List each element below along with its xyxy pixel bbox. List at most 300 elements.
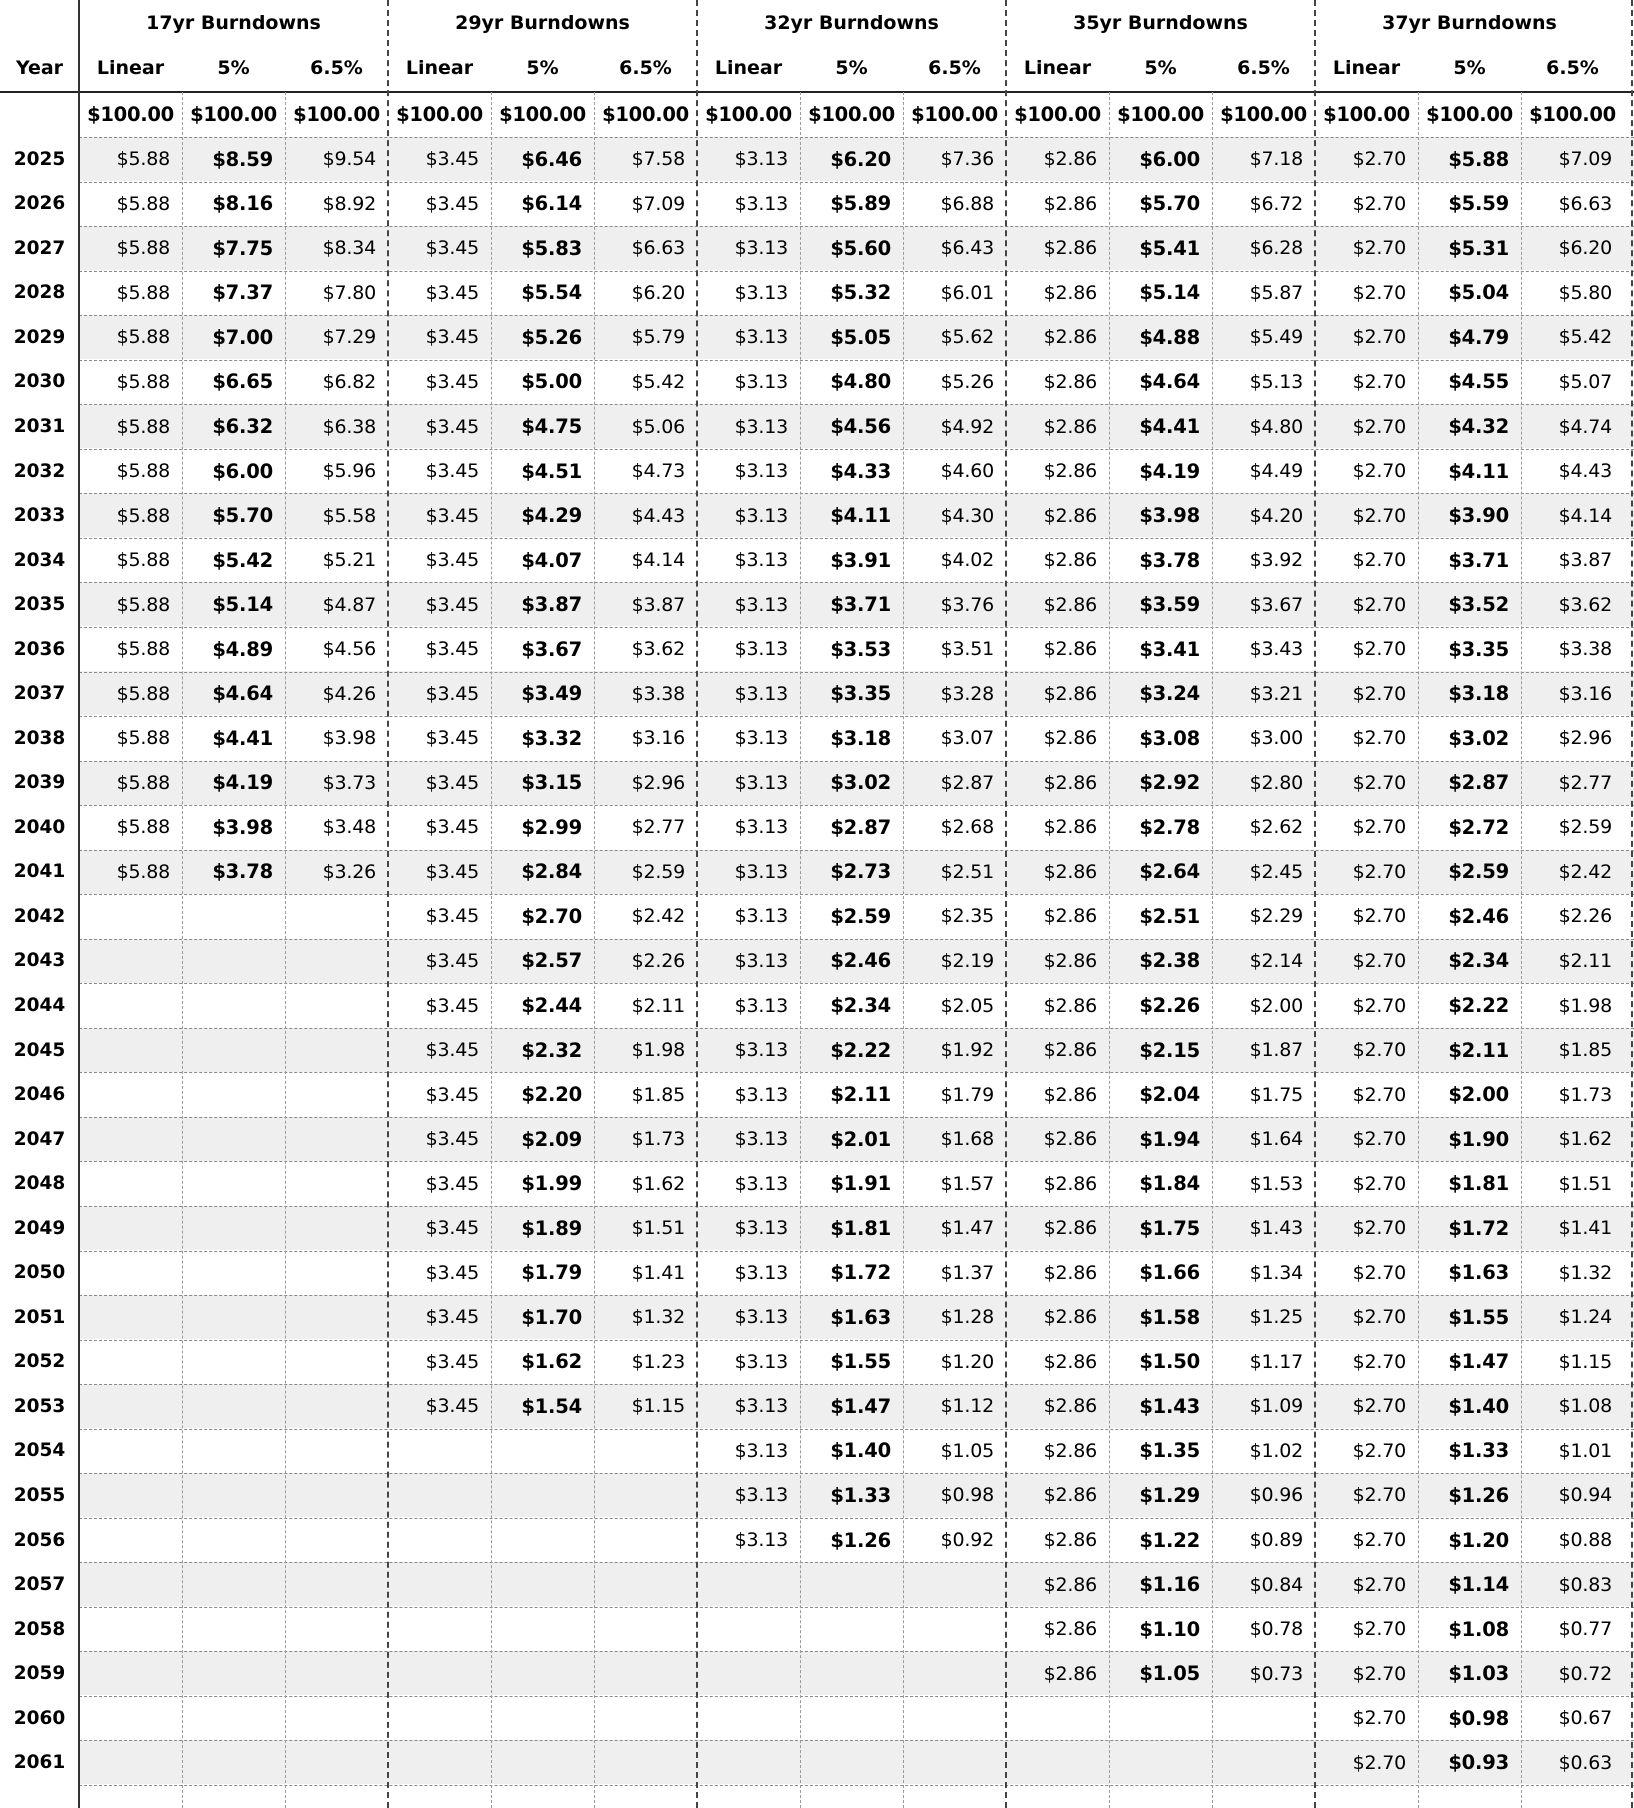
column-divider [285,92,286,1808]
value-cell: $1.99 [521,1172,582,1196]
value-cell: $2.70 [1352,682,1406,705]
value-cell: $2.70 [1352,1618,1406,1641]
value-cell: $0.98 [940,1484,994,1507]
value-cell: $2.86 [1043,727,1097,750]
value-cell: $2.70 [1352,727,1406,750]
row-divider [79,271,1634,272]
value-cell: $5.88 [116,816,170,839]
value-cell [182,1384,285,1429]
value-cell: $3.48 [322,816,376,839]
value-cell: $3.13 [734,504,788,527]
value-cell: $2.70 [1352,1306,1406,1329]
value-cell: $2.05 [940,994,994,1017]
value-cell [285,1117,388,1162]
value-cell: $5.42 [631,370,685,393]
value-cell [182,1607,285,1652]
value-cell: $1.12 [940,1395,994,1418]
value-cell: $1.64 [1249,1128,1303,1151]
value-cell: $2.92 [1139,771,1200,795]
value-cell: $3.13 [734,1439,788,1462]
value-cell: $1.72 [1448,1216,1509,1240]
row-divider [79,805,1634,806]
year-cell: 2046 [13,1084,66,1106]
year-cell: 2060 [13,1707,66,1729]
value-cell [285,1562,388,1607]
value-cell: $0.88 [1558,1529,1612,1551]
value-cell: $1.75 [1249,1083,1303,1106]
initial-value-cell: $100.00 [1117,103,1204,126]
value-cell [903,1562,1006,1607]
value-cell: $2.70 [1352,593,1406,616]
value-cell: $4.43 [631,504,685,527]
value-cell: $1.01 [1558,1439,1612,1462]
value-cell: $3.02 [1448,726,1509,750]
value-cell: $4.07 [521,548,582,572]
value-cell: $3.45 [425,994,479,1017]
initial-value-cell: $100.00 [499,103,586,126]
value-cell: $5.58 [322,504,376,527]
value-cell: $7.75 [212,236,273,260]
row-divider [79,1518,1634,1519]
value-cell [182,983,285,1028]
value-cell: $3.35 [830,682,891,706]
value-cell: $3.35 [1448,637,1509,661]
value-cell: $4.41 [1139,415,1200,438]
value-cell: $1.08 [1558,1395,1612,1418]
value-cell: $6.14 [521,192,582,216]
value-cell: $3.45 [425,1306,479,1329]
column-header: Linear [714,57,783,79]
value-cell: $1.10 [1139,1617,1200,1641]
value-cell: $3.92 [1249,549,1303,572]
value-cell: $1.22 [1139,1528,1200,1552]
value-cell: $1.16 [1139,1573,1200,1597]
value-cell: $1.47 [1448,1350,1509,1374]
value-cell: $3.98 [212,815,273,839]
value-cell: $3.26 [322,860,376,883]
value-cell: $1.73 [631,1128,685,1151]
value-cell: $2.70 [1352,192,1406,215]
value-cell: $5.04 [1448,281,1509,305]
value-cell: $2.70 [1352,1439,1406,1462]
value-cell: $5.26 [521,325,582,349]
value-cell: $5.88 [116,682,170,705]
value-cell: $4.14 [1558,504,1612,527]
row-divider [79,360,1634,361]
value-cell: $2.86 [1043,1261,1097,1284]
value-cell: $7.36 [940,148,994,171]
value-cell [697,1607,800,1652]
value-cell: $5.88 [1448,147,1509,171]
column-divider [1212,92,1213,1808]
row-divider [79,1161,1634,1162]
value-cell [182,939,285,984]
value-cell: $1.63 [830,1305,891,1329]
value-cell: $2.09 [521,1127,582,1151]
value-cell [491,1429,594,1474]
value-cell: $2.86 [1043,1573,1097,1596]
group-header: 32yr Burndowns [764,12,939,34]
value-cell: $4.19 [1139,459,1200,483]
row-divider [79,315,1634,316]
value-cell: $3.13 [734,192,788,215]
value-cell [594,1651,697,1696]
value-cell: $4.19 [212,771,273,795]
value-cell: $1.94 [1139,1127,1200,1151]
column-divider [594,92,595,1808]
column-divider [491,92,492,1808]
value-cell: $3.18 [1448,682,1509,706]
value-cell: $3.45 [425,326,479,349]
value-cell: $1.81 [1448,1172,1509,1196]
row-divider [79,1117,1634,1118]
value-cell: $7.58 [631,148,685,171]
value-cell: $3.45 [425,1128,479,1151]
value-cell: $3.71 [1448,548,1509,572]
value-cell: $3.45 [425,593,479,616]
value-cell [182,1696,285,1741]
value-cell: $2.44 [521,994,582,1018]
year-cell: 2050 [13,1262,66,1284]
value-cell: $4.49 [1249,460,1303,483]
value-cell: $4.75 [521,415,582,438]
value-cell [1109,1696,1212,1741]
value-cell: $0.92 [940,1529,994,1551]
value-cell [285,1696,388,1741]
value-cell [79,1072,182,1117]
value-cell: $3.90 [1448,504,1509,528]
value-cell: $5.80 [1558,281,1612,304]
value-cell: $3.13 [734,415,788,438]
value-cell: $5.88 [116,771,170,794]
value-cell: $1.53 [1249,1172,1303,1195]
value-cell: $6.38 [322,415,376,438]
value-cell: $3.13 [734,1261,788,1284]
row-divider [79,449,1634,450]
initial-value-cell: $100.00 [1529,103,1616,126]
value-cell [79,1117,182,1162]
value-cell: $1.26 [1448,1483,1509,1507]
value-cell [285,1473,388,1518]
value-cell [79,894,182,939]
row-divider [79,404,1634,405]
row-divider [79,1340,1634,1341]
value-cell: $2.00 [1448,1083,1509,1107]
row-divider [79,983,1634,984]
value-cell [903,1740,1006,1785]
value-cell: $5.89 [830,192,891,216]
value-cell: $7.29 [322,326,376,349]
value-cell: $1.40 [1448,1394,1509,1418]
value-cell: $1.43 [1139,1394,1200,1418]
value-cell: $5.87 [1249,281,1303,304]
column-header: Linear [1023,57,1092,79]
year-cell: 2042 [13,905,66,927]
value-cell [285,1206,388,1251]
row-divider [79,1028,1634,1029]
value-cell: $3.45 [425,1083,479,1106]
value-cell: $5.42 [212,548,273,572]
row-divider [79,850,1634,851]
year-cell: 2043 [13,950,66,972]
value-cell [388,1607,491,1652]
row-divider [79,1785,1634,1786]
value-cell: $7.00 [212,325,273,349]
value-cell [285,939,388,984]
value-cell: $1.40 [830,1439,891,1463]
value-cell: $0.98 [1448,1706,1509,1730]
value-cell [79,1206,182,1251]
value-cell [285,894,388,939]
value-cell: $1.72 [830,1261,891,1285]
value-cell [491,1518,594,1563]
value-cell: $3.13 [734,148,788,171]
value-cell [285,1340,388,1385]
value-cell: $2.70 [1352,1083,1406,1106]
value-cell: $3.67 [521,637,582,661]
column-header: 6.5% [619,57,672,79]
value-cell: $2.86 [1043,994,1097,1017]
value-cell: $4.92 [940,415,994,438]
value-cell: $2.70 [1352,1217,1406,1240]
value-cell: $8.59 [212,147,273,171]
value-cell: $2.70 [1352,1707,1406,1730]
value-cell: $1.55 [1448,1305,1509,1329]
value-cell [79,1562,182,1607]
value-cell: $3.02 [830,771,891,795]
row-divider [79,582,1634,583]
value-cell: $2.11 [631,994,685,1017]
value-cell: $5.88 [116,549,170,572]
value-cell: $3.52 [1448,593,1509,617]
value-cell: $5.88 [116,415,170,438]
value-cell [388,1740,491,1785]
value-cell: $5.32 [830,281,891,305]
value-cell: $1.34 [1249,1261,1303,1284]
value-cell: $1.66 [1139,1261,1200,1285]
value-cell: $1.75 [1139,1216,1200,1240]
value-cell: $3.13 [734,549,788,572]
value-cell: $3.13 [734,370,788,393]
value-cell: $3.13 [734,1395,788,1418]
value-cell: $5.07 [1558,370,1612,393]
value-cell [285,1161,388,1206]
value-cell: $2.84 [521,860,582,884]
value-cell: $3.45 [425,281,479,304]
column-header: 6.5% [928,57,981,79]
initial-value-cell: $100.00 [911,103,998,126]
value-cell: $0.83 [1558,1573,1612,1596]
value-cell: $2.70 [1352,994,1406,1017]
value-cell: $2.70 [1352,1261,1406,1284]
value-cell: $3.45 [425,237,479,260]
value-cell: $1.98 [631,1039,685,1062]
value-cell: $5.31 [1448,236,1509,260]
value-cell: $3.32 [521,726,582,750]
column-header: 6.5% [310,57,363,79]
value-cell: $3.78 [212,860,273,884]
value-cell [903,1651,1006,1696]
value-cell [800,1740,903,1785]
value-cell: $1.87 [1249,1039,1303,1062]
value-cell: $2.86 [1043,148,1097,171]
value-cell: $3.78 [1139,548,1200,572]
value-cell: $1.05 [1139,1662,1200,1686]
value-cell: $2.38 [1139,949,1200,973]
year-cell: 2029 [13,326,66,348]
value-cell: $1.79 [521,1261,582,1285]
row-divider [79,1562,1634,1563]
value-cell: $1.91 [830,1172,891,1196]
value-cell: $0.73 [1249,1662,1303,1685]
value-cell: $3.45 [425,370,479,393]
value-cell: $3.13 [734,1083,788,1106]
value-cell: $3.13 [734,682,788,705]
value-cell: $3.07 [940,727,994,750]
value-cell: $2.70 [1352,237,1406,260]
row-divider [79,1206,1634,1207]
value-cell [79,983,182,1028]
year-cell: 2049 [13,1217,66,1239]
value-cell: $6.63 [1558,192,1612,215]
year-cell: 2054 [13,1440,66,1462]
value-cell: $2.70 [1352,415,1406,438]
value-cell: $2.86 [1043,949,1097,972]
value-cell: $1.26 [830,1528,891,1552]
year-cell: 2052 [13,1351,66,1373]
value-cell: $3.08 [1139,726,1200,750]
value-cell: $2.70 [1352,1128,1406,1151]
value-cell: $5.88 [116,326,170,349]
value-cell: $0.93 [1448,1751,1509,1775]
value-cell: $1.02 [1249,1439,1303,1462]
value-cell: $1.05 [940,1439,994,1462]
year-cell: 2055 [13,1484,66,1506]
value-cell: $3.38 [1558,638,1612,661]
value-cell: $4.32 [1448,415,1509,438]
year-cell: 2038 [13,727,66,749]
value-cell: $2.70 [1352,1172,1406,1195]
value-cell: $1.58 [1139,1305,1200,1329]
value-cell [182,1028,285,1073]
value-cell: $3.13 [734,1484,788,1507]
value-cell [697,1651,800,1696]
value-cell [491,1607,594,1652]
value-cell: $1.85 [631,1083,685,1106]
value-cell: $1.20 [940,1350,994,1373]
value-cell: $2.70 [1352,281,1406,304]
value-cell: $2.73 [830,860,891,884]
value-cell: $2.86 [1043,1172,1097,1195]
value-cell [79,1740,182,1785]
value-cell: $2.87 [940,771,994,794]
value-cell: $5.83 [521,236,582,260]
year-cell: 2051 [13,1306,66,1328]
value-cell: $0.84 [1249,1573,1303,1596]
value-cell: $2.86 [1043,1395,1097,1418]
value-cell: $2.26 [1139,994,1200,1018]
value-cell [1212,1740,1315,1785]
value-cell: $2.86 [1043,326,1097,349]
value-cell: $2.20 [521,1083,582,1107]
value-cell: $1.84 [1139,1172,1200,1196]
value-cell [79,1696,182,1741]
value-cell [79,1028,182,1073]
value-cell: $4.60 [940,460,994,483]
value-cell: $2.22 [830,1038,891,1062]
value-cell: $3.16 [1558,682,1612,705]
value-cell [491,1651,594,1696]
value-cell: $2.70 [1352,460,1406,483]
value-cell: $5.49 [1249,326,1303,349]
value-cell: $2.59 [830,904,891,928]
value-cell: $6.65 [212,370,273,394]
value-cell: $3.13 [734,949,788,972]
value-cell: $4.89 [212,637,273,661]
value-cell: $6.01 [940,281,994,304]
column-divider [182,92,183,1808]
value-cell: $6.32 [212,415,273,438]
group-divider [1314,0,1316,1808]
value-cell [79,1340,182,1385]
value-cell: $5.14 [212,593,273,617]
value-cell: $3.87 [521,593,582,617]
group-divider [387,0,389,1808]
header-rule [0,91,1634,93]
value-cell [182,1295,285,1340]
column-divider [1521,92,1522,1808]
value-cell: $2.86 [1043,1618,1097,1641]
value-cell: $3.16 [631,727,685,750]
value-cell: $2.86 [1043,504,1097,527]
value-cell: $2.11 [830,1083,891,1107]
value-cell: $5.70 [212,504,273,528]
year-cell: 2030 [13,371,66,393]
value-cell: $5.05 [830,325,891,349]
value-cell: $4.79 [1448,325,1509,349]
value-cell: $2.80 [1249,771,1303,794]
row-divider [79,1607,1634,1608]
value-cell: $3.59 [1139,593,1200,617]
value-cell: $2.68 [940,816,994,839]
value-cell [594,1607,697,1652]
value-cell: $2.70 [1352,771,1406,794]
row-divider [79,1740,1634,1741]
value-cell: $3.45 [425,638,479,661]
value-cell: $5.88 [116,281,170,304]
value-cell: $2.70 [1352,1573,1406,1596]
value-cell: $2.78 [1139,815,1200,839]
initial-value-cell: $100.00 [1220,103,1307,126]
value-cell: $3.45 [425,504,479,527]
value-cell: $3.18 [830,726,891,750]
row-divider [79,939,1634,940]
value-cell: $0.63 [1558,1751,1612,1774]
column-header: 5% [835,57,868,79]
value-cell: $3.98 [322,727,376,750]
year-cell: 2044 [13,995,66,1017]
column-header: Linear [1332,57,1401,79]
value-cell: $5.54 [521,281,582,305]
value-cell: $4.87 [322,593,376,616]
value-cell: $2.87 [830,815,891,839]
column-header: 6.5% [1546,57,1599,79]
value-cell: $3.13 [734,1039,788,1062]
value-cell: $2.86 [1043,370,1097,393]
year-column-divider [78,0,80,1808]
value-cell: $6.88 [940,192,994,215]
value-cell: $1.79 [940,1083,994,1106]
